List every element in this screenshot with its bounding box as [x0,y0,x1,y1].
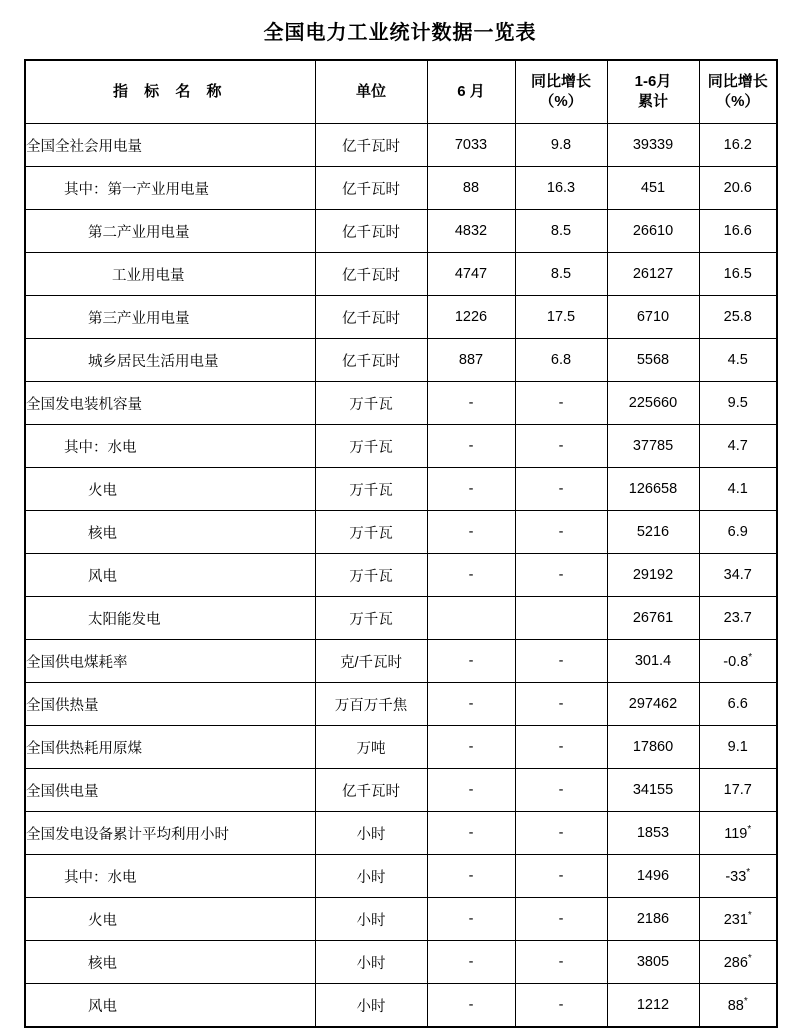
cell-cumulative-yoy-value: 9.1 [727,739,748,755]
cell-june-yoy: 8.5 [515,253,607,296]
cell-indicator-name: 核电 [25,941,315,984]
cell-indicator-name: 火电 [25,898,315,941]
cell-unit: 亿千瓦时 [315,253,427,296]
cell-cumulative: 225660 [607,382,699,425]
cell-cumulative-yoy-value: 6.9 [727,524,748,540]
cell-june-yoy: - [515,683,607,726]
cell-unit: 万吨 [315,726,427,769]
column-header-indicator-line1: 指 标 名 称 [112,82,228,100]
table-row [25,941,777,984]
cell-cumulative-yoy [699,597,777,640]
cell-june-yoy: - [515,640,607,683]
cell-june: - [427,984,515,1028]
cell-unit: 小时 [315,898,427,941]
column-header-cumulative-yoy-line1: 同比增长 [707,72,768,90]
cell-cumulative-yoy-footnote-marker: * [747,824,752,836]
cell-unit: 万千瓦 [315,554,427,597]
cell-cumulative-yoy [699,253,777,296]
table-header [25,60,777,124]
cell-cumulative-yoy [699,769,777,812]
cell-cumulative: 1496 [607,855,699,898]
cell-indicator-name: 风电 [25,984,315,1028]
cell-june-yoy: 9.8 [515,124,607,167]
cell-cumulative: 39339 [607,124,699,167]
cell-june: 7033 [427,124,515,167]
cell-cumulative: 297462 [607,683,699,726]
cell-june-yoy: - [515,898,607,941]
cell-indicator-name: 全国发电设备累计平均利用小时 [25,812,315,855]
cell-june: - [427,812,515,855]
cell-june-yoy [515,597,607,640]
column-header-june-yoy-line2: （%） [539,93,583,110]
column-header-unit [315,60,427,124]
cell-indicator-name: 城乡居民生活用电量 [25,339,315,382]
cell-cumulative-yoy [699,167,777,210]
column-header-indicator [25,60,315,124]
cell-cumulative-yoy-value: 4.5 [727,352,748,368]
cell-cumulative-yoy-value: 34.7 [723,567,752,583]
cell-cumulative-yoy-footnote-marker: * [747,953,752,965]
cell-cumulative: 451 [607,167,699,210]
cell-cumulative: 3805 [607,941,699,984]
cell-june-yoy: - [515,984,607,1028]
column-header-june-line1: 6 月 [457,82,485,100]
table-row [25,339,777,382]
cell-june: 887 [427,339,515,382]
column-header-cumulative-line1: 1-6月 [634,72,672,90]
cell-cumulative-yoy [699,984,777,1028]
column-header-june-yoy [515,60,607,124]
cell-cumulative: 301.4 [607,640,699,683]
table-row [25,898,777,941]
cell-unit: 万千瓦 [315,425,427,468]
cell-cumulative: 2186 [607,898,699,941]
cell-unit: 亿千瓦时 [315,124,427,167]
cell-cumulative-yoy-value: 20.6 [723,180,752,196]
cell-indicator-name: 其中：水电 [25,425,315,468]
column-header-cumulative-yoy-line2: （%） [716,93,760,110]
table-row [25,812,777,855]
table-row [25,511,777,554]
cell-june: 4747 [427,253,515,296]
cell-cumulative: 5216 [607,511,699,554]
cell-june: - [427,382,515,425]
cell-cumulative-yoy [699,339,777,382]
cell-cumulative-yoy-value: 23.7 [723,610,752,626]
table-row [25,124,777,167]
cell-june: - [427,425,515,468]
cell-june: - [427,468,515,511]
cell-june: 4832 [427,210,515,253]
column-header-cumulative [607,60,699,124]
cell-cumulative-yoy [699,296,777,339]
cell-cumulative-yoy-value: 286 [723,954,748,971]
cell-cumulative: 34155 [607,769,699,812]
cell-unit: 万千瓦 [315,382,427,425]
cell-indicator-name: 第三产业用电量 [25,296,315,339]
cell-june: 88 [427,167,515,210]
cell-cumulative: 6710 [607,296,699,339]
cell-june: - [427,941,515,984]
cell-indicator-name: 全国供热耗用原煤 [25,726,315,769]
cell-cumulative-yoy-value: 25.8 [723,309,752,325]
cell-june: - [427,726,515,769]
cell-cumulative: 26127 [607,253,699,296]
cell-june-yoy: - [515,468,607,511]
cell-unit: 亿千瓦时 [315,339,427,382]
cell-indicator-name: 全国发电装机容量 [25,382,315,425]
cell-unit: 万百万千焦 [315,683,427,726]
table-row [25,597,777,640]
cell-unit: 小时 [315,941,427,984]
cell-june-yoy: - [515,554,607,597]
cell-june-yoy: - [515,855,607,898]
cell-june: - [427,898,515,941]
cell-cumulative-yoy-value: 6.6 [727,696,748,712]
cell-cumulative-yoy-value: -0.8 [723,653,749,670]
cell-cumulative-yoy-value: 119 [724,825,748,842]
cell-cumulative-yoy-value: 16.5 [723,266,752,282]
table-row [25,640,777,683]
cell-indicator-name: 风电 [25,554,315,597]
cell-june: - [427,769,515,812]
cell-june: - [427,855,515,898]
cell-june: 1226 [427,296,515,339]
cell-cumulative-yoy-footnote-marker: * [743,996,748,1008]
column-header-unit-line1: 单位 [355,82,386,100]
table-row [25,382,777,425]
cell-cumulative: 26610 [607,210,699,253]
cell-cumulative-yoy-value: 16.6 [723,223,752,239]
cell-cumulative-yoy [699,941,777,984]
cell-cumulative-yoy [699,726,777,769]
table-row [25,769,777,812]
cell-june [427,597,515,640]
cell-cumulative-yoy-value: 231 [723,911,748,928]
cell-june-yoy: - [515,511,607,554]
cell-cumulative: 17860 [607,726,699,769]
cell-june-yoy: - [515,812,607,855]
cell-june-yoy: 17.5 [515,296,607,339]
cell-cumulative-yoy [699,640,777,683]
cell-june-yoy: - [515,941,607,984]
cell-cumulative: 1853 [607,812,699,855]
cell-cumulative-yoy [699,425,777,468]
cell-cumulative-yoy-footnote-marker: * [748,652,753,664]
cell-indicator-name: 核电 [25,511,315,554]
table-row [25,296,777,339]
cell-unit: 万千瓦 [315,597,427,640]
cell-indicator-name: 其中：水电 [25,855,315,898]
cell-indicator-name: 全国供电煤耗率 [25,640,315,683]
cell-unit: 亿千瓦时 [315,296,427,339]
cell-june: - [427,511,515,554]
table-body [25,124,777,1028]
table-row [25,425,777,468]
cell-unit: 克/千瓦时 [315,640,427,683]
table-row [25,468,777,511]
table-row [25,167,777,210]
cell-indicator-name: 全国供热量 [25,683,315,726]
cell-cumulative-yoy-value: 9.5 [727,395,748,411]
cell-cumulative-yoy [699,124,777,167]
cell-june-yoy: - [515,726,607,769]
cell-unit: 亿千瓦时 [315,210,427,253]
cell-cumulative-yoy [699,855,777,898]
column-header-cumulative-yoy [699,60,777,124]
table-row [25,554,777,597]
cell-unit: 小时 [315,855,427,898]
cell-cumulative-yoy-footnote-marker: * [746,867,751,879]
cell-indicator-name: 第二产业用电量 [25,210,315,253]
cell-indicator-name: 工业用电量 [25,253,315,296]
cell-indicator-name: 全国供电量 [25,769,315,812]
cell-june-yoy: 16.3 [515,167,607,210]
cell-cumulative: 29192 [607,554,699,597]
table-row [25,210,777,253]
cell-cumulative: 37785 [607,425,699,468]
column-header-cumulative-line2: 累计 [637,93,668,110]
table-row [25,855,777,898]
cell-unit: 亿千瓦时 [315,167,427,210]
cell-cumulative-yoy [699,812,777,855]
cell-june: - [427,683,515,726]
cell-cumulative-yoy-footnote-marker: * [747,910,752,922]
cell-cumulative-yoy [699,511,777,554]
cell-unit: 亿千瓦时 [315,769,427,812]
statistics-table [24,59,778,1028]
cell-indicator-name: 其中：第一产业用电量 [25,167,315,210]
cell-cumulative-yoy [699,468,777,511]
cell-cumulative-yoy-value: 88 [727,997,744,1014]
table-row [25,984,777,1028]
cell-unit: 万千瓦 [315,468,427,511]
table-row [25,683,777,726]
table-row [25,726,777,769]
cell-indicator-name: 全国全社会用电量 [25,124,315,167]
cell-june-yoy: - [515,425,607,468]
cell-cumulative-yoy [699,210,777,253]
cell-cumulative-yoy-value: -33 [725,868,747,885]
cell-cumulative: 5568 [607,339,699,382]
cell-june-yoy: 6.8 [515,339,607,382]
header-row [25,60,777,124]
cell-june-yoy: - [515,382,607,425]
cell-unit: 万千瓦 [315,511,427,554]
column-header-june [427,60,515,124]
cell-cumulative-yoy [699,382,777,425]
cell-unit: 小时 [315,812,427,855]
statistics-table-container [0,59,800,1028]
cell-june: - [427,640,515,683]
cell-cumulative-yoy-value: 17.7 [723,782,752,798]
table-row [25,253,777,296]
cell-indicator-name: 太阳能发电 [25,597,315,640]
cell-cumulative: 126658 [607,468,699,511]
cell-cumulative-yoy-value: 4.1 [727,481,748,497]
cell-cumulative-yoy [699,554,777,597]
cell-unit: 小时 [315,984,427,1028]
cell-june-yoy: 8.5 [515,210,607,253]
cell-june: - [427,554,515,597]
cell-indicator-name: 火电 [25,468,315,511]
column-header-june-yoy-line1: 同比增长 [530,72,591,90]
cell-cumulative: 26761 [607,597,699,640]
cell-cumulative-yoy [699,898,777,941]
cell-cumulative: 1212 [607,984,699,1028]
cell-june-yoy: - [515,769,607,812]
page-title: 全国电力工业统计数据一览表 [263,22,537,44]
cell-cumulative-yoy [699,683,777,726]
cell-cumulative-yoy-value: 4.7 [727,438,748,454]
cell-cumulative-yoy-value: 16.2 [723,137,752,153]
